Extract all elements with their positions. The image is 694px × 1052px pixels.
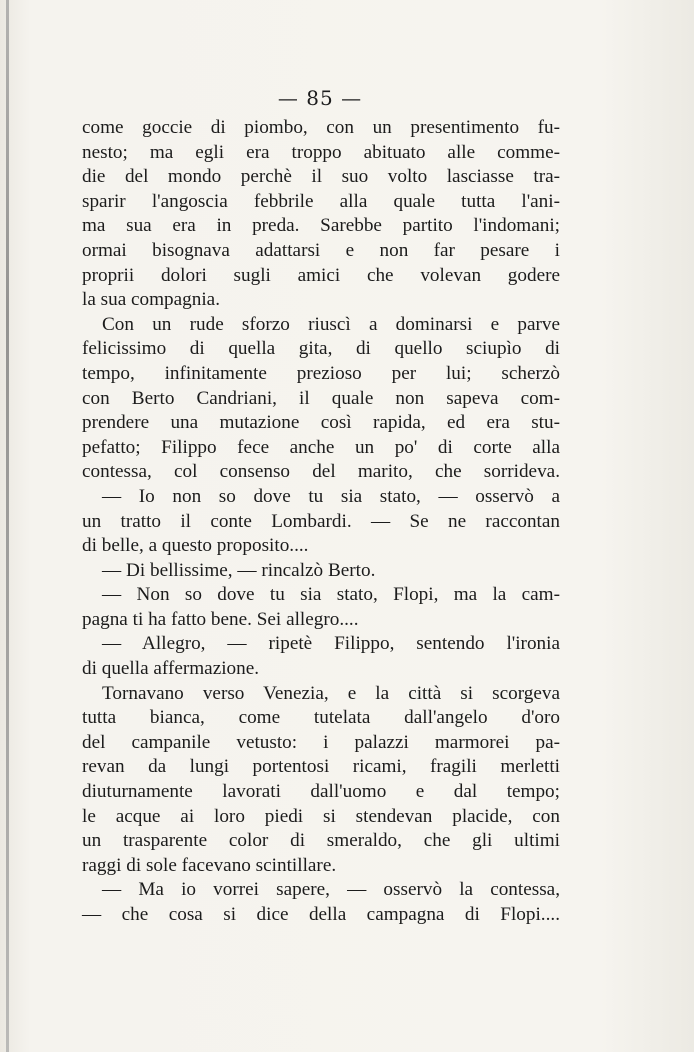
text-line: come goccie di piombo, con un presentimento fu-	[82, 117, 560, 138]
text-line: diuturnamente lavorati dall'uomo e dal tempo;	[82, 781, 560, 803]
text-line: die del mondo perchè il suo volto lasciasse tra-	[82, 166, 560, 188]
text-line: sparir l'angoscia febbrile alla quale tutta l'ani-	[82, 190, 560, 212]
text-line: di belle, a questo proposito....	[82, 535, 309, 557]
binding-edge	[6, 0, 9, 1052]
text-line: felicissimo di quella gita, di quello sciupìo di	[82, 338, 560, 360]
text-line: tutta bianca, come tutelata dall'angelo d'oro	[82, 707, 560, 729]
body-text	[82, 116, 560, 928]
page-number: — 85 —	[277, 86, 363, 110]
text-line: ma sua era in preda. Sarebbe partito l'indomani;	[82, 215, 560, 237]
text-line: nesto; ma egli era troppo abituato alle comme-	[82, 141, 560, 163]
text-line: — che cosa si dice della campagna di Flopi....	[82, 904, 560, 925]
text-line: con Berto Candriani, il quale non sapeva com-	[82, 387, 560, 409]
text-line: — Di bellissime, — rincalzò Berto.	[102, 559, 376, 581]
text-line: Con un rude sforzo riuscì a dominarsi e parve	[102, 313, 560, 335]
text-line: tempo, infinitamente prezioso per lui; scherzò	[82, 362, 560, 384]
text-line: contessa, col consenso del marito, che sorrideva.	[82, 461, 560, 483]
text-line: ormai bisognava adattarsi e non far pesare i	[82, 239, 560, 261]
text-line: raggi di sole facevano scintillare.	[82, 854, 337, 876]
text-line: prendere una mutazione così rapida, ed era stu-	[82, 412, 560, 434]
text-line: pagna ti ha fatto bene. Sei allegro....	[82, 608, 359, 630]
text-line: — Allegro, — ripetè Filippo, sentendo l'ironia	[102, 633, 560, 655]
text-line: del campanile vetusto: i palazzi marmorei pa-	[82, 731, 560, 753]
text-line: pefatto; Filippo fece anche un po' di corte alla	[82, 436, 560, 458]
text-line: un tratto il conte Lombardi. — Se ne raccontan	[82, 510, 560, 532]
text-line: — Ma io vorrei sapere, — osservò la contessa,	[102, 879, 560, 901]
text-line: di quella affermazione.	[82, 658, 260, 680]
text-line: le acque ai loro piedi si stendevan placide, con	[82, 805, 560, 827]
text-line: — Io non so dove tu sia stato, — osservò a	[102, 485, 560, 507]
text-line: un trasparente color di smeraldo, che gli ultimi	[82, 830, 560, 852]
text-line: Tornavano verso Venezia, e la città si scorgeva	[102, 682, 560, 704]
text-line: la sua compagnia.	[82, 289, 220, 311]
text-line: proprii dolori sugli amici che volevan godere	[82, 264, 560, 286]
text-line: revan da lungi portentosi ricami, fragili merletti	[82, 756, 560, 778]
text-line: — Non so dove tu sia stato, Flopi, ma la cam-	[102, 584, 560, 606]
